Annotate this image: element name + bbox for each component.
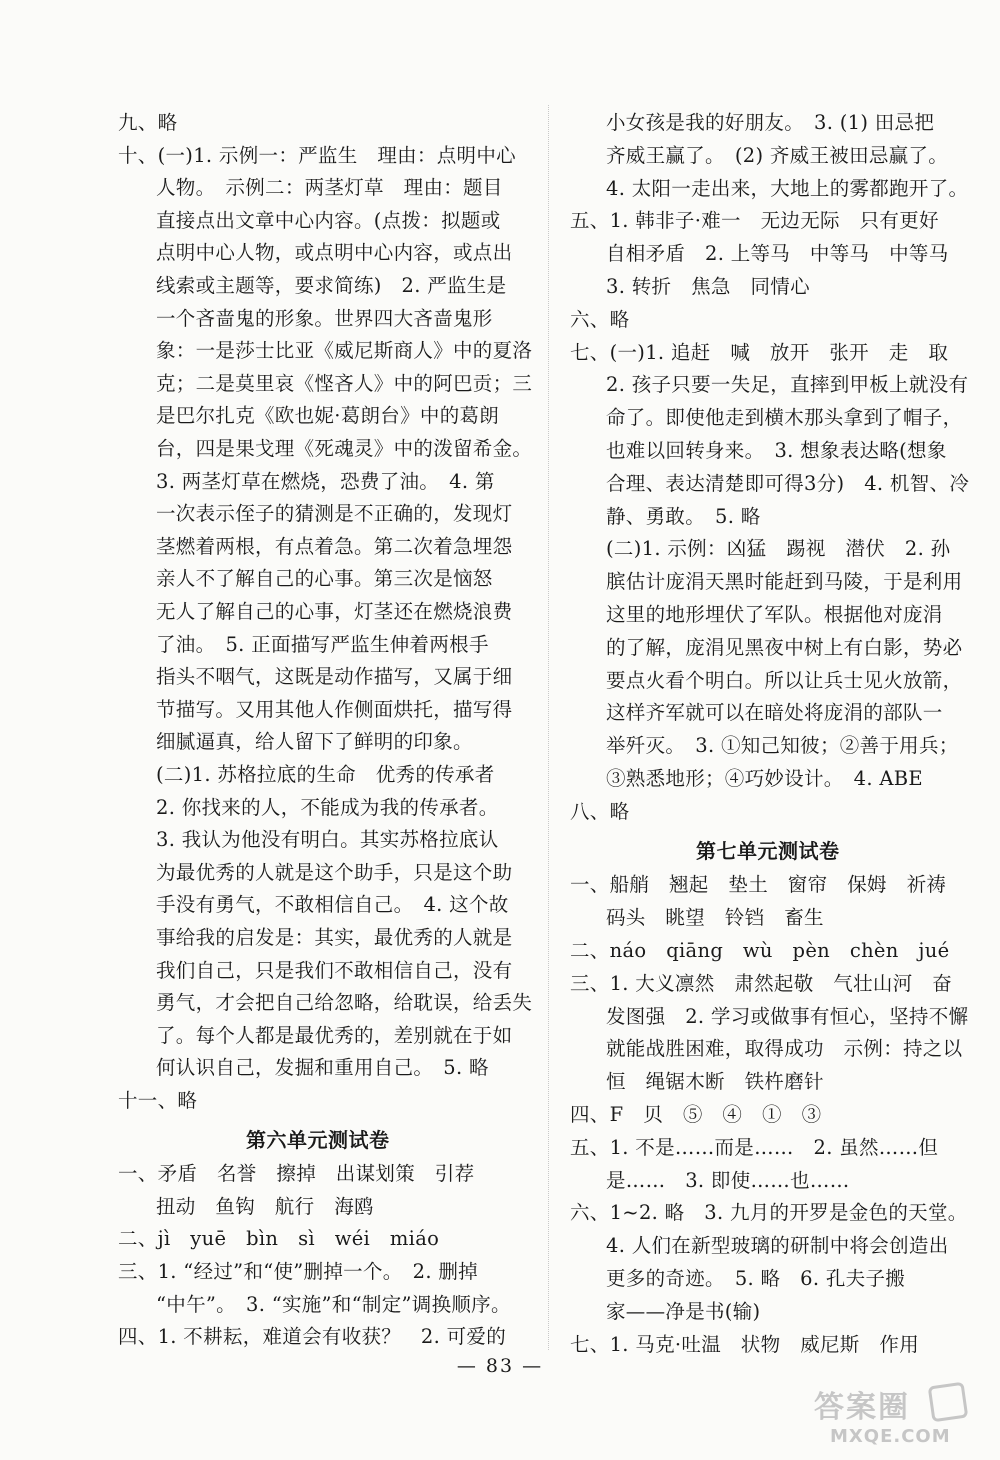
answer-line: 亲人不了解自己的心事。第三次是恼怒 xyxy=(156,567,493,591)
answer-line: 无人了解自己的心事，灯茎还在燃烧浪费 xyxy=(156,600,513,623)
answer-line: 线索或主题等，要求简练) 2. 严监生是 xyxy=(156,274,507,297)
answer-line: 码头 眺望 铃铛 畜生 xyxy=(606,906,824,930)
answer-line: 何认识自己，发掘和重用自己。 5. 略 xyxy=(156,1056,489,1080)
answer-line: 自相矛盾 2. 上等马 中等马 中等马 xyxy=(606,242,949,266)
answer-line: 台，四是果戈理《死魂灵》中的泼留希金。 xyxy=(156,437,533,460)
answer-line: 一、船艄 翘起 垫土 窗帘 保姆 祈祷 xyxy=(570,873,947,897)
answer-line: 一个吝啬鬼的形象。世界四大吝啬鬼形 xyxy=(156,306,493,330)
answer-line: 人物。 示例二：两茎灯草 理由：题目 xyxy=(156,176,503,200)
answer-line: 是…… 3. 即使……也…… xyxy=(606,1168,850,1192)
answer-line: 3. 两茎灯草在燃烧，恐费了油。 4. 第 xyxy=(156,469,495,493)
answer-line: (二)1. 示例：凶猛 踢视 潜伏 2. 孙 xyxy=(606,537,951,561)
answer-line: 茎燃着两根，有点着急。第二次着急埋怨 xyxy=(156,534,513,558)
answer-line: 指头不咽气，这既是动作描写，又属于细 xyxy=(156,665,513,689)
answer-line: 齐威王赢了。 (2) 齐威王被田忌赢了。 xyxy=(606,143,949,167)
answer-line: 4. 人们在新型玻璃的研制中将会创造出 xyxy=(606,1234,949,1258)
answer-line: 事给我的启发是：其实，最优秀的人就是 xyxy=(156,926,513,949)
answer-line: 膑估计庞涓天黑时能赶到马陵，于是利用 xyxy=(606,570,963,594)
answer-line: 一次表示侄子的猜测是不正确的，发现灯 xyxy=(156,502,513,526)
answer-line: 五、1. 韩非子·难一 无边无际 只有更好 xyxy=(570,209,939,233)
answer-line: 发图强 2. 学习或做事有恒心，坚持不懈 xyxy=(606,1004,969,1028)
answer-line: 的了解，庞涓见黑夜中树上有白影，势必 xyxy=(606,635,963,659)
answer-line: 了油。 5. 正面描写严监生伸着两根手 xyxy=(156,632,489,656)
answer-line: 我们自己，只是我们不敢相信自己，没有 xyxy=(156,958,513,982)
answer-line: 节描写。又用其他人作侧面烘托，描写得 xyxy=(156,697,513,721)
answer-line: 这里的地形埋伏了军队。根据他对庞涓 xyxy=(606,603,943,626)
answer-line: 3. 转折 焦急 同情心 xyxy=(606,275,810,298)
answer-line: 四、1. 不耕耘，难道会有收获？ 2. 可爱的 xyxy=(118,1325,507,1349)
answer-line: 要点火看个明白。所以让兵士见火放箭， xyxy=(606,668,963,692)
watermark-seal-icon xyxy=(928,1382,969,1423)
page-number: — 83 — xyxy=(456,1355,544,1377)
answer-line: 八、略 xyxy=(570,799,630,823)
answer-line: 六、略 xyxy=(570,307,630,331)
watermark-url: MXQE.COM xyxy=(830,1426,951,1447)
answer-line: 家——净是书(输) xyxy=(606,1299,761,1323)
answer-line: 举歼灭。 3. ①知己知彼；②善于用兵； xyxy=(606,734,959,758)
answer-line: 命了。即使他走到横木那头拿到了帽子， xyxy=(606,406,963,430)
answer-line: 克；二是莫里哀《悭吝人》中的阿巴贡；三 xyxy=(156,371,533,395)
answer-line: 直接点出文章中心内容。(点拨：拟题或 xyxy=(156,208,501,232)
answer-line: 二、náo qiāng wù pèn chèn jué xyxy=(570,939,950,962)
answer-line: 十一、略 xyxy=(118,1089,198,1112)
answer-line: 小女孩是我的好朋友。 3. (1) 田忌把 xyxy=(606,111,935,134)
answer-line: 四、F 贝 ⑤ ④ ① ③ xyxy=(570,1103,822,1126)
answer-line: 2. 孩子只要一失足，直摔到甲板上就没有 xyxy=(606,373,969,397)
answer-line: 二、jì yuē bìn sì wéi miáo xyxy=(118,1227,440,1251)
answer-line: 五、1. 不是……而是…… 2. 虽然……但 xyxy=(570,1135,939,1159)
answer-line: 七、(一)1. 追赶 喊 放开 张开 走 取 xyxy=(570,340,949,364)
answer-line: 七、1. 马克·吐温 状物 威尼斯 作用 xyxy=(570,1332,920,1356)
answer-line: 静、勇敢。 5. 略 xyxy=(606,504,761,528)
answer-line: ③熟悉地形；④巧妙设计。 4. ABE xyxy=(606,767,923,790)
answer-line: 扭动 鱼钩 航行 海鸥 xyxy=(156,1194,374,1218)
answer-line: 手没有勇气，不敢相信自己。 4. 这个故 xyxy=(156,893,509,917)
answer-line: 十、(一)1. 示例一：严监生 理由：点明中心 xyxy=(118,143,516,167)
answer-line: 了。每个人都是最优秀的，差别就在于如 xyxy=(156,1023,513,1047)
answer-line: 勇气，才会把自己给忽略，给耽误，给丢失 xyxy=(156,991,533,1015)
answer-line: 点明中心人物，或点明中心内容，或点出 xyxy=(156,241,513,265)
answer-line: 细腻逼真，给人留下了鲜明的印象。 xyxy=(156,730,473,754)
answer-line: 也难以回转身来。 3. 想象表达略(想象 xyxy=(606,439,947,462)
answer-line: 合理、表达清楚即可得3分) 4. 机智、冷 xyxy=(606,471,970,495)
answer-line: 恒 绳锯木断 铁杵磨针 xyxy=(606,1070,824,1094)
answer-line: (二)1. 苏格拉底的生命 优秀的传承者 xyxy=(156,763,495,786)
watermark-logo xyxy=(812,1380,987,1455)
answer-line: 4. 太阳一走出来，大地上的雾都跑开了。 xyxy=(606,176,969,200)
answer-line: 是巴尔扎克《欧也妮·葛朗台》中的葛朗 xyxy=(156,404,500,428)
answer-line: 三、1. 大义凛然 肃然起敬 气壮山河 奋 xyxy=(570,971,953,995)
watermark-text: 答案圈 xyxy=(814,1390,910,1425)
answer-line: 一、矛盾 名誉 擦掉 出谋划策 引荐 xyxy=(118,1162,475,1186)
answer-line: “中午”。 3. “实施”和“制定”调换顺序。 xyxy=(156,1292,511,1316)
column-divider xyxy=(548,105,549,1350)
answer-line: 六、1~2. 略 3. 九月的开罗是金色的天堂。 xyxy=(570,1201,968,1225)
section-title: 第七单元测试卷 xyxy=(696,838,840,863)
section-title: 第六单元测试卷 xyxy=(246,1127,390,1152)
answer-line: 就能战胜困难，取得成功 示例：持之以 xyxy=(606,1037,963,1061)
answer-line: 三、1. “经过”和“使”删掉一个。 2. 删掉 xyxy=(118,1260,478,1283)
answer-line: 2. 你找来的人，不能成为我的传承者。 xyxy=(156,795,499,819)
answer-line: 象：一是莎士比亚《威尼斯商人》中的夏洛 xyxy=(156,339,533,363)
answer-line: 3. 我认为他没有明白。其实苏格拉底认 xyxy=(156,828,499,852)
answer-line: 九、略 xyxy=(118,111,178,134)
answer-line: 为最优秀的人就是这个助手，只是这个助 xyxy=(156,860,513,884)
answer-line: 这样齐军就可以在暗处将庞涓的部队一 xyxy=(606,701,943,725)
answer-line: 更多的奇迹。 5. 略 6. 孔夫子搬 xyxy=(606,1267,906,1290)
